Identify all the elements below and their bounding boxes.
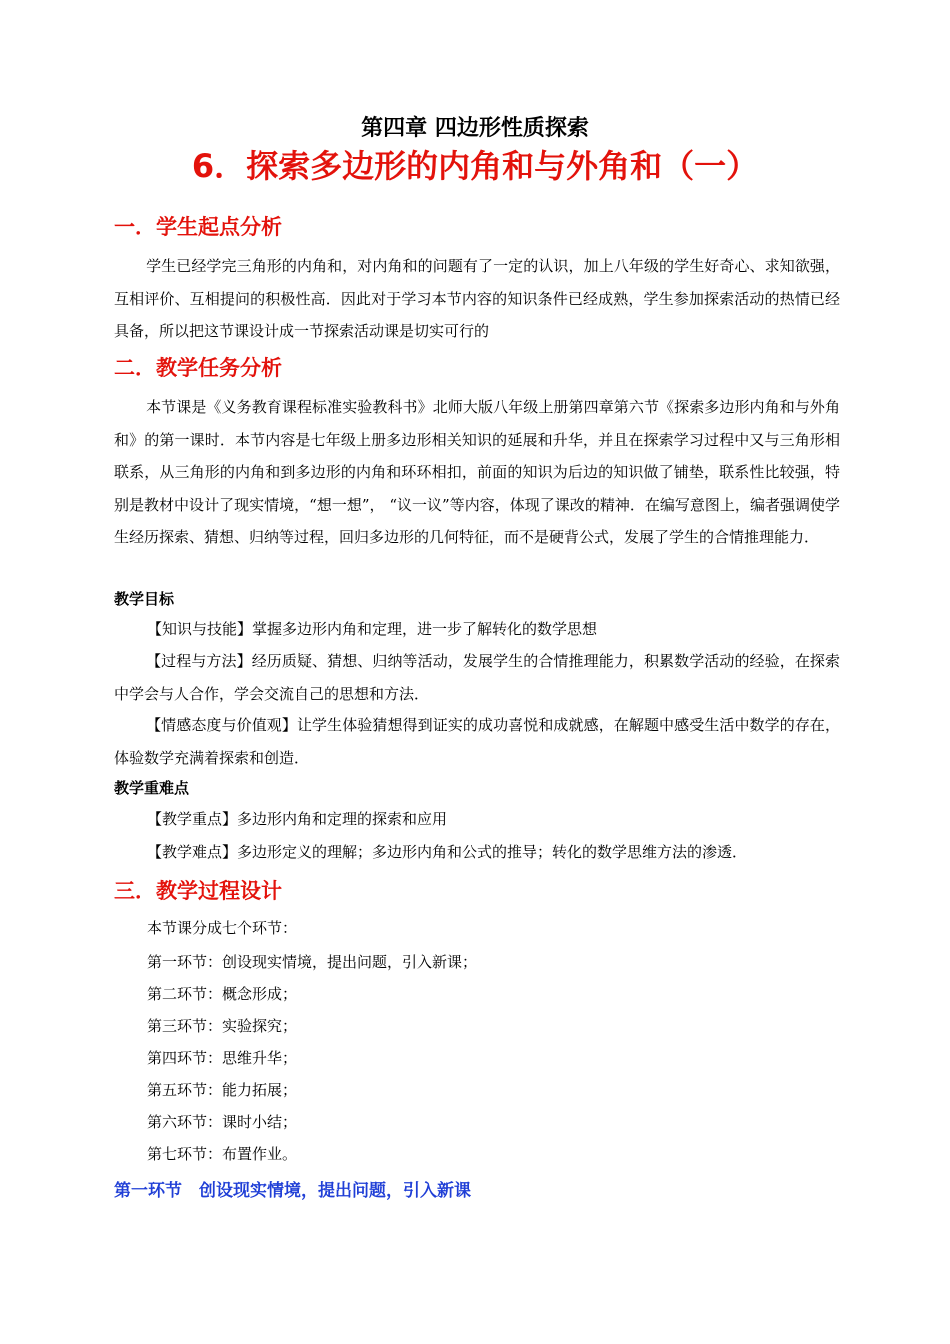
key-difficulty-label: 教学重难点 <box>114 779 190 797</box>
student-analysis-text: 学生已经学完三角形的内角和，对内角和的问题有了一定的认识，加上八年级的学生好奇心、求知欲强，互相评价、互相提问的积极性高．因此对于学习本节内容的知识条件已经成熟，学生参加探索活动的热情已经具备，所以把这节课设计成一节探索活动课是切实可行的 <box>114 257 840 340</box>
difficult-point: 【教学难点】多边形定义的理解；多边形内角和公式的推导；转化的数学思维方法的渗透． <box>147 843 748 861</box>
goal-emotion-text: 【情感态度与价值观】让学生体验猜想得到证实的成功喜悦和成就感，在解题中感受生活中数学的存在，体验数学充满着探索和创造． <box>114 716 840 767</box>
goal-knowledge: 【知识与技能】掌握多边形内角和定理，进一步了解转化的数学思想 <box>147 620 598 638</box>
first-step-heading: 第一环节 创设现实情境，提出问题，引入新课 <box>114 1181 471 1201</box>
section-heading-student-analysis: 一．学生起点分析 <box>114 215 282 239</box>
goal-process <box>114 645 840 710</box>
process-intro: 本节课分成七个环节： <box>147 919 298 937</box>
key-point: 【教学重点】多边形内角和定理的探索和应用 <box>147 810 448 828</box>
chapter-title: 第四章 四边形性质探索 <box>361 116 589 141</box>
teaching-goals-label: 教学目标 <box>114 590 175 608</box>
task-analysis-text: 本节课是《义务教育课程标准实验教科书》北师大版八年级上册第四章第六节《探索多边形内角和与外角和》的第一课时．本节内容是七年级上册多边形相关知识的延展和升华，并且在探索学习过程中又与三角形相联系，从三角形的内角和到多边形的内角和环环相扣，前面的知识为后边的知识做了铺垫，联系性比较强，特别是教材中设计了现实情境，“想一想”， “议一议”等内容，体现了课改的精神．在编写意图上，编者强调使学生经历探索、猜想、归纳等过程，回归多边形的几何特征，而不是硬背公式，发展了学生的合情推理能力． <box>114 398 840 546</box>
process-step-1: 第一环节：创设现实情境，提出问题，引入新课； <box>147 953 478 971</box>
lesson-title: 6．探索多边形的内角和与外角和（一） <box>191 147 759 185</box>
process-step-4: 第四环节：思维升华； <box>147 1049 298 1067</box>
process-step-2: 第二环节：概念形成； <box>147 985 298 1003</box>
process-step-7: 第七环节：布置作业。 <box>147 1145 298 1163</box>
student-analysis-paragraph <box>114 250 840 348</box>
task-analysis-paragraph <box>114 391 840 554</box>
goal-process-text: 【过程与方法】经历质疑、猜想、归纳等活动，发展学生的合情推理能力，积累数学活动的经验，在探索中学会与人合作，学会交流自己的思想和方法． <box>114 652 840 703</box>
process-step-3: 第三环节：实验探究； <box>147 1017 298 1035</box>
section-heading-task-analysis: 二．教学任务分析 <box>114 356 282 380</box>
section-heading-process-design: 三．教学过程设计 <box>114 879 282 903</box>
goal-emotion <box>114 709 840 774</box>
process-step-5: 第五环节：能力拓展； <box>147 1081 298 1099</box>
process-step-6: 第六环节：课时小结； <box>147 1113 298 1131</box>
